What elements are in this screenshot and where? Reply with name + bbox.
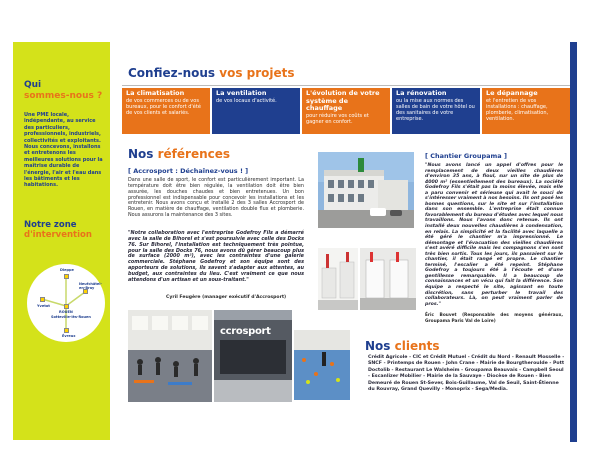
services-row	[122, 88, 570, 134]
accrosport-heading: [ Accrosport : Déchaînez-vous ! ]	[128, 167, 249, 175]
map-marker-dieppe	[64, 274, 69, 279]
divider	[122, 85, 570, 86]
service-renovation: La rénovation ou la mise aux normes des salles de bain de votre hôtel ou des sanitaires de votre entreprise.	[392, 88, 480, 134]
map-marker-rouen	[64, 304, 69, 309]
map-label-dieppe: Dieppe	[60, 268, 74, 272]
map-label-evreux: Évreux	[62, 334, 76, 338]
gym-photo	[128, 310, 212, 402]
clients-title: Nos clients	[365, 339, 440, 353]
accrosport-facade-photo	[214, 310, 292, 402]
map-marker-yvetot	[40, 297, 45, 302]
projects-title: Confiez-nous vos projets	[128, 66, 295, 80]
clients-list: Crédit Agricole - CIC et Crédit Mutuel - Crédit du Nord - Renault Mosselle - SNCF - Printemps de Rouen - John Crane - Mairie de Bourgtheroulde - Pott Doctolib - Restaurant Le Walsheim - Groupama Beauvais - Campbell Seoul - Escanlizer Mobilier - Mairie de la Sauvaye - Diocèse de Rouen - Bien Demeuré de Rouen St-Sever, Bois-Guillaume, Val de Seuil, Saint-Étienne du Rouvray, Grand Quevilly - Monoprix - Sega/Media.	[368, 355, 565, 393]
accrosport-body: Dans une salle de sport, le confort est particulièrement important. La température doit être bien régulée, la ventilation doit être bien assurée, les douches chaudes et bien entretenues. Un bon professionnel est indispensable pour concevoir les installations et les entretenir. Nous avons conçu et installé 2 des 3 salles Accrosport de Rouen, en matière de chauffage, ventilation double flux et plomberie. Nous assurons la maintenance des 3 sites.	[128, 177, 304, 219]
service-chauffage: L'évolution de votre système de chauffage pour réduire vos coûts et gagner en confort.	[302, 88, 390, 134]
groupama-building-photo	[318, 152, 414, 228]
accrosport-quote: "Notre collaboration avec l'entreprise Godefroy Fils a démarré avec la salle de Bihorel et s'est poursuivie avec celle des Docks 76. Sur Bihorel, l'installation est techniquement très pointue, pour la salle des Docks 76, nous avons dû gérer beaucoup plus de surface (2000 m²), avec les contraintes d'une galerie commerciale. Stéphane Godefroy et son équipe sont des apporteurs de solutions, ils savent s'adapter aux attentes, au budget, aux contraintes du lieu. C'est vraiment ce que nous attendons d'un artisan et un sous-traitant."	[128, 230, 304, 283]
zone-title: Notre zone	[24, 220, 77, 230]
boiler-room-photo	[318, 248, 358, 310]
qui-subtitle: sommes-nous ?	[24, 91, 103, 101]
zone-heading	[24, 220, 92, 240]
map-label-yvetot: Yvetot	[37, 304, 50, 308]
service-depannage: Le dépannage et l'entretien de vos installations : chauffage, plomberie, climatisation, ventilation.	[482, 88, 570, 134]
right-accent-bar	[570, 42, 577, 442]
intervention-map	[27, 264, 105, 342]
zone-subtitle: d'intervention	[24, 230, 92, 240]
company-description: Une PME locale, indépendante, au service des particuliers, professionnels, industriels, collectivités et exploitants. Nous concevons, installons et entretenons les meilleures solutions pour la maîtrise durable de l'énergie, l'air et l'eau dans les bâtiments et les habitations.	[24, 112, 103, 189]
qui-heading	[24, 80, 102, 102]
left-panel	[13, 42, 110, 440]
references-title: Nos références	[128, 147, 231, 161]
map-label-rouen: ROUEN	[59, 310, 73, 314]
boilers-photo	[360, 248, 416, 310]
map-marker-evreux	[64, 328, 69, 333]
service-ventilation: La ventilation de vos locaux d'activité.	[212, 88, 300, 134]
groupama-author: Éric Bouvet (Responsable des moyens généraux, Groupama Paris Val de Loire)	[425, 313, 563, 324]
map-label-neufchatel: Neufchâtel-en-Bray	[79, 282, 102, 290]
groupama-quote: "Nous avons lancé un appel d'offres pour le remplacement de deux vieilles chaudières d'environ 35 ans, à fioul, sur un site de plus de 4000 m² (essentiellement des bureaux). La société Godefroy Fils s'était pas la moins élevée, mais elle a paru convenir et sérieuse qui avait le souci de s'intéresser vraiment à nos besoins. Ils ont posé les bonnes questions, sur le site et sur l'installation dans son ensemble. L'entreprise était connue favorablement du bureau d'études avec lequel nous travaillons. Nous l'avons donc retenue. Ils ont installé deux nouvelles chaudières à condensation, en relais. La simplicité et la facilité avec laquelle a été géré le chantier m'a impressionné. Le démontage et l'évacuation des vieilles chaudières s'est avéré difficile mais les compagnons s'en sont très bien sortis. Tous les jours, ils passaient sur le chantier, il était rangé et propre. Le chantier terminé, l'escalier a été repeint. Stéphane Godefroy a toujours été à l'écoute et d'une gentillesse remarquable. Il a beaucoup de connaissances et un vécu qui fait la différence. Son équipe a respecté le site, agissant en toute discrétion, sans perturber le travail des collaborateurs. Là, on peut vraiment parler de pros."	[425, 163, 563, 307]
accrosport-sign: ccrosport	[220, 326, 271, 337]
map-label-sotteville: Sotteville-lès-Rouen	[51, 315, 91, 319]
qui-title: Qui	[24, 80, 42, 90]
climbing-wall-photo	[294, 330, 350, 400]
accrosport-author: Cyril Feugère (manager exécutif d'Accrosport)	[166, 295, 287, 300]
groupama-heading: [ Chantier Groupama ]	[425, 152, 507, 160]
service-climatisation: La climatisation de vos commerces ou de vos bureaux, pour le confort d'été de vos clients et salariés.	[122, 88, 210, 134]
